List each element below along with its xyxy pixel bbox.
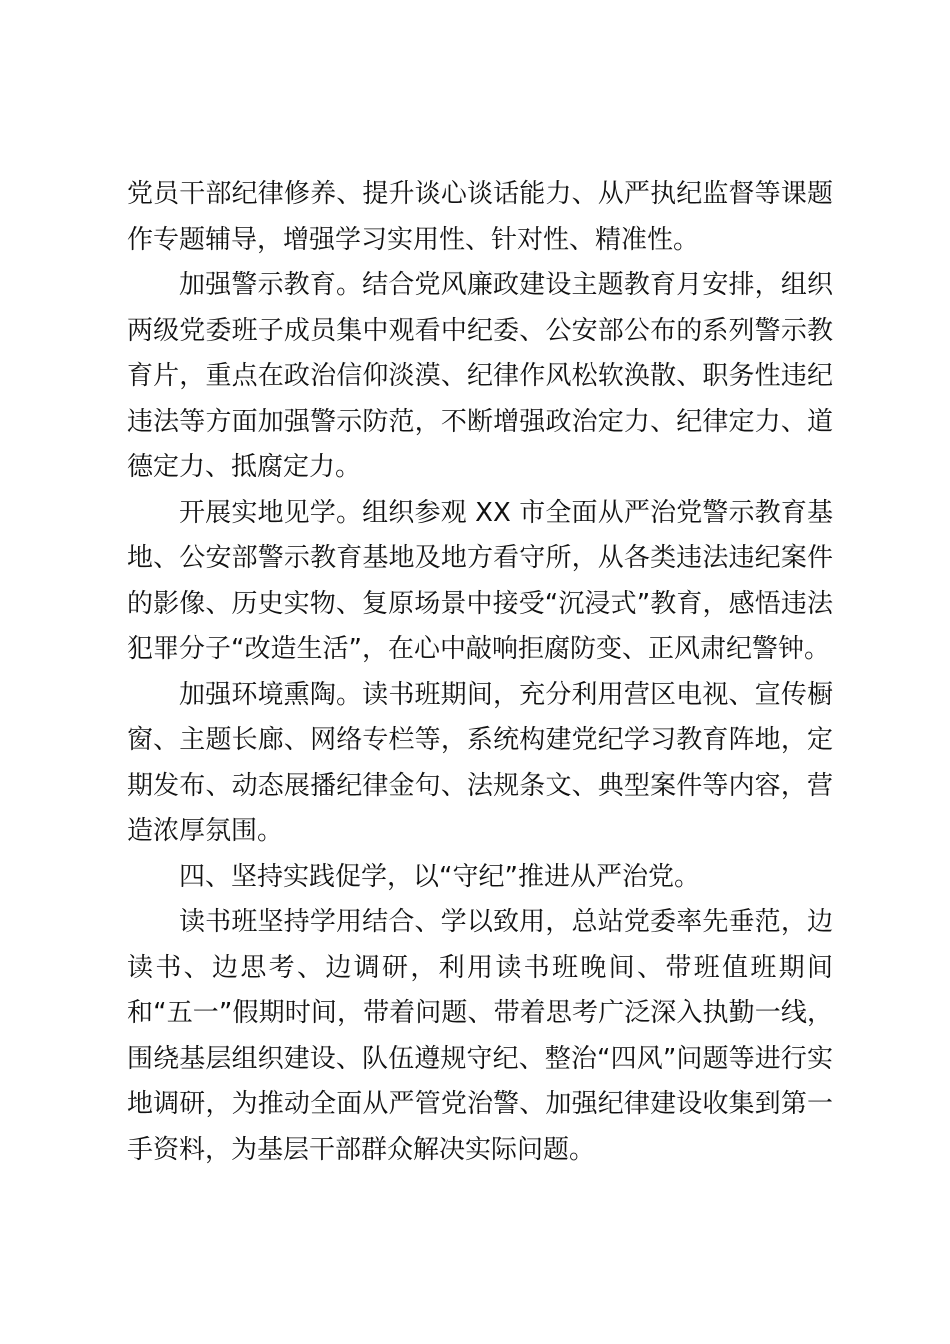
paragraph-warning-education: 加强警示教育。结合党风廉政建设主题教育月安排，组织两级党委班子成员集中观看中纪委、公安部公布的系列警示教育片，重点在政治信仰淡漠、纪律作风松软涣散、职务性违纪违法等方面加强警示防范，不断增强政治定力、纪律定力、道德定力、抵腐定力。 [127,270,833,482]
paragraph-continuation: 党员干部纪律修养、提升谈心谈话能力、从严执纪监督等课题作专题辅导，增强学习实用性、针对性、精准性。 [127,179,833,255]
paragraph-field-visit: 开展实地见学。组织参观 XX 市全面从严治党警示教育基地、公安部警示教育基地及地方看守所，从各类违法违纪案件的影像、历史实物、复原场景中接受“沉浸式”教育，感悟违法犯罪分子“改造生活”，在心中敲响拒腐防变、正风肃纪警钟。 [127,497,833,664]
paragraph-environment: 加强环境熏陶。读书班期间，充分利用营区电视、宣传橱窗、主题长廊、网络专栏等，系统构建党纪学习教育阵地，定期发布、动态展播纪律金句、法规条文、典型案件等内容，营造浓厚氛围。 [127,679,833,846]
section-heading-practice: 四、坚持实践促学，以“守纪”推进从严治党。 [179,861,700,892]
paragraph-practice: 读书班坚持学用结合、学以致用，总站党委率先垂范，边读书、边思考、边调研，利用读书班晚间、带班值班期间和“五一”假期时间，带着问题、带着思考广泛深入执勤一线，围绕基层组织建设、队伍遵规守纪、整治“四风”问题等进行实地调研，为推动全面从严管党治警、加强纪律建设收集到第一手资料，为基层干部群众解决实际问题。 [127,907,833,1165]
document-body [127,172,833,1173]
